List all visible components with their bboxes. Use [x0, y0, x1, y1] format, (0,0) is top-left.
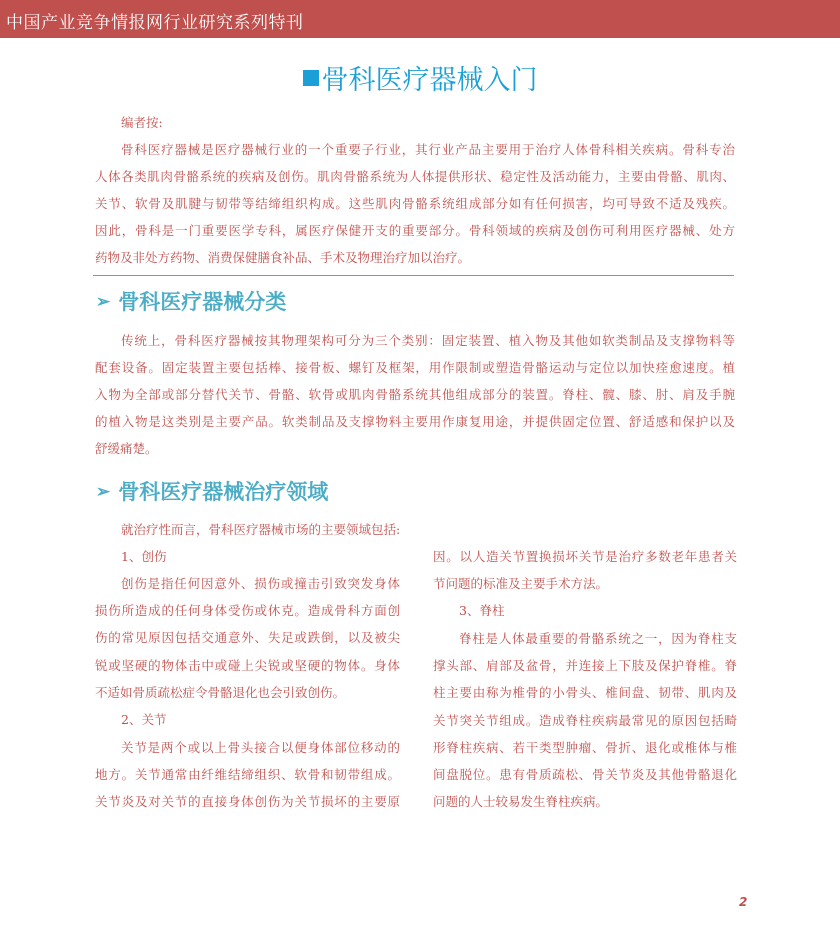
arrow-bullet-icon: ➢: [96, 292, 111, 312]
text-line: 锐或坚硬的物体击中或碰上尖锐或坚硬的物体。身体: [95, 657, 400, 673]
text-line: 1、创伤: [121, 549, 167, 564]
text-line: 入物为全部或部分替代关节、骨骼、软骨或肌肉骨骼系统其他组成部分的装置。脊柱、髋、膝、肘、肩及手腕: [95, 387, 735, 402]
text-line: 脊柱是人体最重要的骨骼系统之一，因为脊柱支: [459, 631, 737, 646]
text-line: 配套设备。固定装置主要包括棒、接骨板、螺钉及框架，用作限制或塑造骨骼运动与定位以加快痊愈速度。植: [95, 360, 735, 375]
text-line: 关节炎及对关节的直接身体创伤为关节损坏的主要原: [95, 794, 400, 809]
title-text: 骨科医疗器械入门: [321, 65, 538, 96]
text-line: 2、关节: [121, 712, 167, 727]
text-line: 关节、软骨及肌腱与韧带等结缔组织构成。这些肌肉骨骼系统组成部分如有任何损害，均可导致不适及残疾。: [95, 196, 735, 211]
text-line: 损伤所造成的任何身体受伤或休克。造成骨科方面创: [95, 603, 400, 619]
text-line: 节问题的标准及主要手术方法。: [433, 576, 609, 591]
text-line: 就治疗性而言，骨科医疗器械市场的主要领域包括:: [121, 522, 401, 537]
text-line: 间盘脱位。患有骨质疏松、骨关节炎及其他骨骼退化: [433, 767, 737, 782]
text-line: 舒缓痛楚。: [95, 441, 158, 456]
text-line: 的植入物是这类别是主要产品。软类制品及支撑物料主要用作康复用途，并提供固定位置、舒适感和保护以及: [95, 414, 735, 429]
page-title: [0, 58, 840, 97]
text-line: 3、脊柱: [459, 603, 505, 618]
text-line: 柱主要由称为椎骨的小骨头、椎间盘、韧带、肌肉及: [433, 685, 737, 701]
text-line: 地方。关节通常由纤维结缔组织、软骨和韧带组成。: [95, 767, 400, 782]
text-line: 传统上，骨科医疗器械按其物理架构可分为三个类别：固定装置、植入物及其他如软类制品及支撑物料等: [121, 333, 735, 348]
banner-text: 中国产业竞争情报网行业研究系列特刊: [6, 13, 304, 33]
text-line: 因。以人造关节置换损坏关节是治疗多数老年患者关: [433, 549, 737, 564]
text-line: 撑头部、肩部及盆骨，并连接上下肢及保护脊椎。脊: [433, 658, 737, 674]
divider: [93, 275, 734, 276]
section-heading-classification: ➢ 骨科医疗器械分类: [96, 289, 287, 314]
text-line: 编者按:: [121, 115, 163, 130]
text-line: 创伤是指任何因意外、损伤或撞击引致突发身体: [121, 576, 400, 591]
section-heading-fields: ➢ 骨科医疗器械治疗领域: [96, 479, 329, 504]
text-line: 因此，骨科是一门重要医学专科，属医疗保健开支的重要部分。骨科领域的疾病及创伤可利用医疗器械、处方: [95, 223, 735, 238]
text-line: 形脊柱疾病、若干类型肿瘤、骨折、退化或椎体与椎: [433, 739, 737, 755]
page-number: 2: [739, 895, 748, 909]
text-line: 问题的人士较易发生脊柱疾病。: [433, 794, 609, 810]
text-line: 关节是两个或以上骨头接合以便身体部位移动的: [121, 740, 400, 755]
text-line: 药物及非处方药物、消费保健膳食补品、手术及物理治疗加以治疗。: [95, 250, 471, 265]
arrow-bullet-icon: ➢: [96, 482, 111, 502]
text-line: 不适如骨质疏松症令骨骼退化也会引致创伤。: [95, 684, 346, 700]
text-line: 人体各类肌肉骨骼系统的疾病及创伤。肌肉骨骼系统为人体提供形状、稳定性及活动能力，主要由骨骼、肌肉、: [95, 169, 735, 184]
text-line: 骨科医疗器械是医疗器械行业的一个重要子行业，其行业产品主要用于治疗人体骨科相关疾病。骨科专治: [121, 142, 735, 157]
text-line: 伤的常见原因包括交通意外、失足或跌倒，以及被尖: [95, 630, 400, 646]
text-line: 关节突关节组成。造成脊柱疾病最常见的原因包括畸: [433, 712, 737, 728]
square-bullet-icon: [303, 70, 319, 86]
header-banner: [0, 0, 840, 38]
